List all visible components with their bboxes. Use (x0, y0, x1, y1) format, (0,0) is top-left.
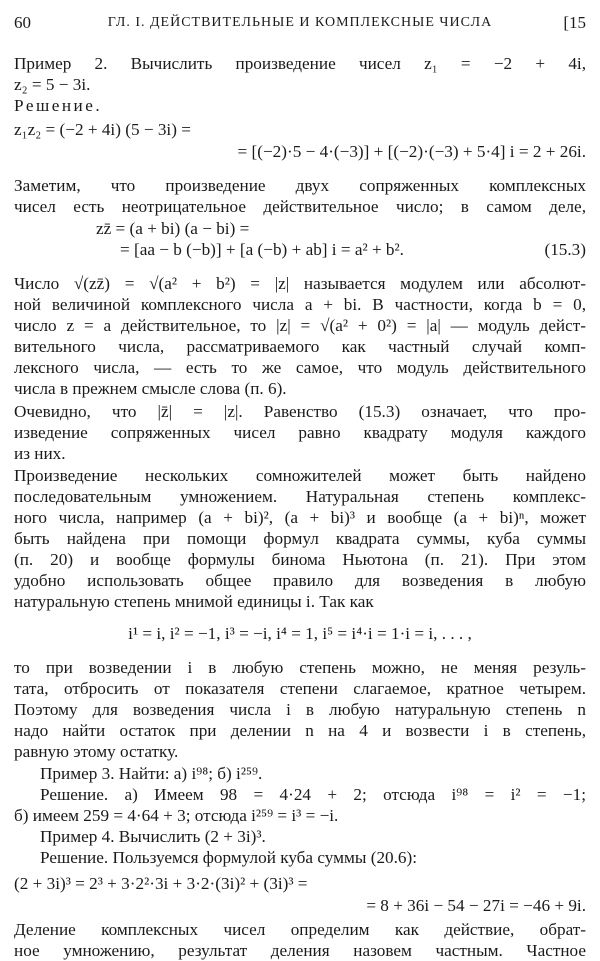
text-line: числа в прежнем смысле слова (п. 6). (14, 379, 287, 398)
text-line: натуральную степень мнимой единицы i. Так как (14, 592, 374, 611)
text-line: число z = a действительное, то |z| = √(a² + 0²) = |a| — модуль дейст- (14, 316, 586, 335)
text-line: Решение. Пользуемся формулой куба суммы (20.6): (40, 848, 418, 867)
text-line: из них. (14, 444, 66, 463)
text-line: Решение. а) Имеем 98 = 4·24 + 2; отсюда i⁹⁸ = i² = −1; (40, 785, 586, 804)
text-line: Пример 4. Вычислить (2 + 3i)³. (40, 827, 266, 846)
section-number: [15 (563, 13, 586, 32)
formula-line: = 8 + 36i − 54 − 27i = −46 + 9i. (366, 896, 586, 915)
formula-line: i¹ = i, i² = −1, i³ = −i, i⁴ = 1, i⁵ = i⁴·i = 1·i = i, . . . , (128, 624, 472, 643)
text-line: то при возведении i в любую степень можно, не меняя резуль- (14, 658, 586, 677)
text-line: равную этому остатку. (14, 742, 179, 761)
text-line: б) имеем 259 = 4·64 + 3; отсюда i²⁵⁹ = i³ = −i. (14, 806, 339, 825)
text-line: Пример 3. Найти: а) i⁹⁸; б) i²⁵⁹. (40, 764, 263, 783)
text-line: (п. 20) и вообще формулы бинома Ньютона (п. 21). При этом (14, 550, 586, 569)
formula-line: = [aa − b (−b)] + [a (−b) + ab] i = a² + b². (120, 240, 404, 259)
text-line: лексного числа, — есть то же самое, что модуль действительного (14, 358, 586, 377)
formula-line: (2 + 3i)³ = 2³ + 3·2²·3i + 3·2·(3i)² + (3i)³ = (14, 874, 308, 893)
text-line: Пример 2. Вычислить произведение чисел z₁ = −2 + 4i, (14, 54, 586, 73)
formula-line: zz̄ = (a + bi) (a − bi) = (96, 219, 250, 238)
equation-number: (15.3) (544, 240, 586, 259)
text-line: вительного числа, рассматриваемого как частный случай комп- (14, 337, 586, 356)
text-line: тата, отбросить от показателя степени слагаемое, кратное четырем. (14, 679, 586, 698)
text-line: последовательным умножением. Натуральная степень комплекс- (14, 487, 586, 506)
text-line: чисел есть неотрицательное действительное число; в самом деле, (14, 197, 586, 216)
text-line: z₂ = 5 − 3i. (14, 75, 91, 94)
chapter-title: ГЛ. I. ДЕЙСТВИТЕЛЬНЫЕ И КОМПЛЕКСНЫЕ ЧИСЛА (107, 15, 493, 30)
text-line: ное умножению, результат деления назовем частным. Частное (14, 941, 586, 960)
formula-line: = [(−2)·5 − 4·(−3)] + [(−2)·(−3) + 5·4] i = 2 + 26i. (237, 142, 586, 161)
text-line: Заметим, что произведение двух сопряженных комплексных (14, 176, 586, 195)
text-line: ной величиной комплексного числа a + bi. В частности, когда b = 0, (14, 295, 586, 314)
text-line: изведение сопряженных чисел равно квадрату модуля каждого (14, 423, 586, 442)
text-line: надо найти остаток при делении n на 4 и возвести i в степень, (14, 721, 586, 740)
formula-line: z₁z₂ = (−2 + 4i) (5 − 3i) = (14, 120, 191, 139)
text-line: Число √(zz̄) = √(a² + b²) = |z| называется модулем или абсолют- (14, 274, 586, 293)
page-number: 60 (14, 13, 31, 32)
text-line: Очевидно, что |z̄| = |z|. Равенство (15.3) означает, что про- (14, 402, 586, 421)
text-line: удобно использовать общее правило для возведения в любую (14, 571, 586, 590)
text-line: Решение. (14, 96, 103, 115)
page-header (14, 13, 586, 35)
text-line: быть найдена при помощи формул квадрата суммы, куба суммы (14, 529, 586, 548)
text-line: ного числа, например (a + bi)², (a + bi)³ и вообще (a + bi)ⁿ, может (14, 508, 586, 527)
text-line: Поэтому для возведения числа i в любую натуральную степень n (14, 700, 586, 719)
text-line: Произведение нескольких сомножителей может быть найдено (14, 466, 586, 485)
text-line: Деление комплексных чисел определим как действие, обрат- (14, 920, 586, 939)
